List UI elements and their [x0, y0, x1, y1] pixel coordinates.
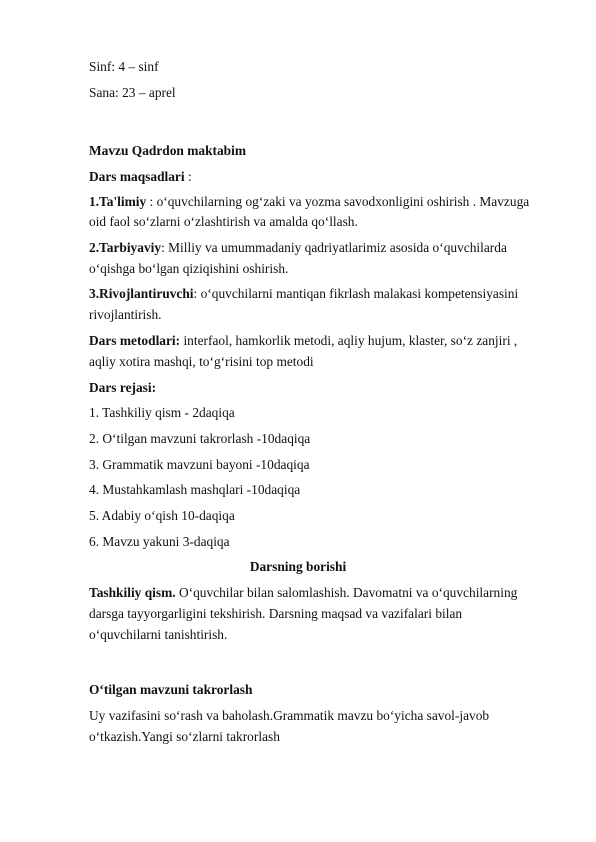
objective-1-line-2: oid faol so‘zlarni o‘zlashtirish va amalda qo‘llash.	[89, 214, 358, 229]
objectives-suffix: :	[184, 169, 192, 184]
objective-3-line-2: rivojlantirish.	[89, 307, 162, 322]
organizational-label: Tashkiliy qism.	[89, 585, 176, 600]
objective-3-line-1	[89, 286, 559, 302]
objective-3-text: : o‘quvchilarni mantiqan fikrlash malakasi kompetensiyasini	[193, 286, 519, 301]
plan-item: 2. O‘tilgan mavzuni takrorlash -10daqiqa	[89, 431, 311, 446]
plan-item: 4. Mustahkamlash mashqlari -10daqiqa	[89, 482, 301, 497]
plan-item: 3. Grammatik mavzuni bayoni -10daqiqa	[89, 457, 310, 472]
objective-2-line-2: o‘qishga bo‘lgan qiziqishini oshirish.	[89, 261, 289, 276]
date-line: Sana: 23 – aprel	[89, 85, 176, 100]
methods-line-2: aqliy xotira mashqi, to‘g‘risini top metodi	[89, 354, 314, 369]
objective-2-label: 2.Tarbiyaviy	[89, 240, 162, 255]
objectives-heading	[89, 169, 559, 185]
objective-1-line-1	[89, 194, 559, 210]
objective-3-label: 3.Rivojlantiruvchi	[89, 286, 194, 301]
objective-1-text: : o‘quvchilarning og‘zaki va yozma savodxonligini oshirish . Mavzuga	[146, 194, 530, 209]
review-line-1: Uy vazifasini so‘rash va baholash.Grammatik mavzu bo‘yicha savol-javob	[89, 708, 490, 723]
review-heading: O‘tilgan mavzuni takrorlash	[89, 682, 253, 697]
plan-item: 5. Adabiy o‘qish 10-daqiqa	[89, 508, 235, 523]
methods-line-1	[89, 333, 559, 349]
objective-2-line-1	[89, 240, 559, 256]
topic-label: Mavzu	[89, 143, 132, 158]
review-line-2: o‘tkazish.Yangi so‘zlarni takrorlash	[89, 729, 280, 744]
objectives-label: Dars maqsadlari	[89, 169, 185, 184]
organizational-line-1	[89, 585, 559, 601]
objective-1-label: 1.Ta'limiy	[89, 194, 147, 209]
organizational-line-3: o‘quvchilarni tanishtirish.	[89, 627, 228, 642]
topic-line	[89, 143, 559, 159]
plan-heading: Dars rejasi:	[89, 380, 157, 395]
class-line: Sinf: 4 – sinf	[89, 59, 159, 74]
plan-item: 6. Mavzu yakuni 3-daqiqa	[89, 534, 230, 549]
objective-2-text: : Milliy va umummadaniy qadriyatlarimiz asosida o‘quvchilarda	[161, 240, 507, 255]
organizational-text: O‘quvchilar bilan salomlashish. Davomatni va o‘quvchilarning	[175, 585, 518, 600]
lesson-heading: Darsning borishi	[249, 559, 347, 574]
organizational-line-2: darsga tayyorgarligini tekshirish. Darsning maqsad va vazifalari bilan	[89, 606, 463, 621]
topic-title: Qadrdon maktabim	[131, 143, 246, 158]
plan-item: 1. Tashkiliy qism - 2daqiqa	[89, 405, 235, 420]
methods-text: interfaol, hamkorlik metodi, aqliy hujum, klaster, so‘z zanjiri ,	[180, 333, 518, 348]
methods-label: Dars metodlari:	[89, 333, 181, 348]
